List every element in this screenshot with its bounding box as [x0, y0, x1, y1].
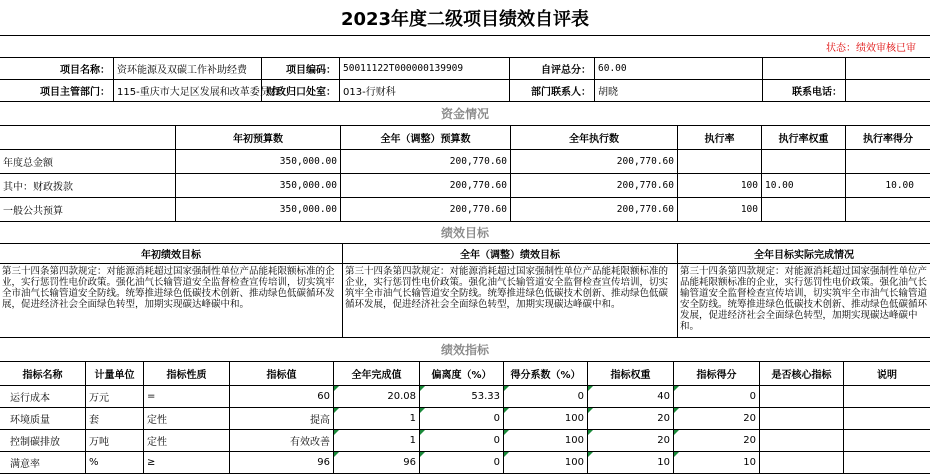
indicator-score[interactable]: 20	[674, 430, 760, 452]
goals-header-row	[0, 244, 930, 264]
indicator-unit[interactable]: 万吨	[86, 430, 144, 452]
contact-label: 部门联系人：	[510, 80, 595, 102]
col-score: 指标得分	[674, 362, 760, 386]
funds-weight[interactable]: 10.00	[762, 174, 846, 198]
indicator-nature[interactable]: 定性	[144, 430, 230, 452]
project-name-value[interactable]: 资环能源及双碳工作补助经费	[114, 58, 262, 80]
indicator-name: 控制碳排放	[0, 430, 86, 452]
score-label: 自评总分：	[510, 58, 595, 80]
indicator-target[interactable]: 96	[230, 452, 334, 474]
funds-row	[0, 198, 930, 222]
col-adjusted-budget: 全年（调整）预算数	[341, 126, 511, 150]
funds-row-label: 年度总金额	[0, 150, 176, 174]
indicator-nature[interactable]: ≥	[144, 452, 230, 474]
indicators-section-title: 绩效指标	[0, 338, 930, 362]
col-executed: 全年执行数	[511, 126, 678, 150]
phone-value[interactable]	[846, 80, 930, 102]
dept-label: 项目主管部门：	[0, 80, 114, 102]
indicator-coef[interactable]: 100	[504, 452, 588, 474]
funds-adjusted[interactable]: 200,770.60	[341, 198, 511, 222]
col-nature: 指标性质	[144, 362, 230, 386]
indicator-score[interactable]: 10	[674, 452, 760, 474]
indicator-name: 运行成本	[0, 386, 86, 408]
funds-row	[0, 150, 930, 174]
col-target: 指标值	[230, 362, 334, 386]
project-name-label: 项目名称：	[0, 58, 114, 80]
info-row-1	[0, 58, 930, 80]
finance-value[interactable]: 013-行财科	[340, 80, 510, 102]
empty-cell	[0, 126, 176, 150]
col-coef: 得分系数（%）	[504, 362, 588, 386]
indicator-core[interactable]	[760, 408, 844, 430]
indicators-header-row	[0, 362, 930, 386]
funds-header-row	[0, 126, 930, 150]
goals-section-row	[0, 222, 930, 244]
indicator-coef[interactable]: 100	[504, 430, 588, 452]
indicator-row	[0, 430, 930, 452]
funds-executed[interactable]: 200,770.60	[511, 150, 678, 174]
col-initial-goal: 年初绩效目标	[0, 244, 343, 264]
funds-rate[interactable]: 100	[678, 174, 762, 198]
goals-text-row	[0, 264, 930, 338]
indicator-nature[interactable]: 定性	[144, 408, 230, 430]
indicator-unit[interactable]: 套	[86, 408, 144, 430]
indicator-actual[interactable]: 1	[334, 408, 420, 430]
indicator-nature[interactable]: =	[144, 386, 230, 408]
col-actual: 全年完成值	[334, 362, 420, 386]
funds-score[interactable]: 10.00	[846, 174, 930, 198]
indicator-row	[0, 408, 930, 430]
actual-completion-text[interactable]: 第三十四条第四款规定：对能源消耗超过国家强制性单位产品能耗限额标准的企业，实行惩罚性电价政策。强化油气长输管道安全监督检查宣传培训，切实筑牢全市油气长输管道安全防线。统筹推进绿色低碳技术创新、推动绿色低碳循环发展，促进经济社会全面绿色转型，加期实现碳达峰碳中和。	[678, 264, 930, 338]
funds-score[interactable]	[846, 150, 930, 174]
indicator-unit[interactable]: %	[86, 452, 144, 474]
funds-section-title: 资金情况	[0, 102, 930, 126]
title-row	[0, 0, 930, 36]
indicator-note[interactable]	[844, 408, 930, 430]
finance-label: 财政归口处室：	[262, 80, 340, 102]
goals-section-title: 绩效目标	[0, 222, 930, 244]
funds-adjusted[interactable]: 200,770.60	[341, 150, 511, 174]
status-text: 状态：绩效审核已审	[0, 36, 930, 58]
funds-executed[interactable]: 200,770.60	[511, 174, 678, 198]
info-row-2	[0, 80, 930, 102]
contact-value[interactable]: 胡晓	[595, 80, 763, 102]
indicator-weight[interactable]: 20	[588, 408, 674, 430]
indicator-actual[interactable]: 1	[334, 430, 420, 452]
empty-cell	[763, 58, 846, 80]
funds-row-label: 其中：财政拨款	[0, 174, 176, 198]
col-weight: 指标权重	[588, 362, 674, 386]
dept-value[interactable]: 115-重庆市大足区发展和改革委员会	[114, 80, 262, 102]
page-title: 2023年度二级项目绩效自评表	[0, 0, 930, 36]
indicator-weight[interactable]: 10	[588, 452, 674, 474]
col-adjusted-goal: 全年（调整）绩效目标	[343, 244, 678, 264]
funds-weight[interactable]	[762, 198, 846, 222]
col-name: 指标名称	[0, 362, 86, 386]
indicator-core[interactable]	[760, 386, 844, 408]
funds-weight[interactable]	[762, 150, 846, 174]
indicator-name: 环境质量	[0, 408, 86, 430]
funds-initial[interactable]: 350,000.00	[176, 174, 341, 198]
col-note: 说明	[844, 362, 930, 386]
adjusted-goal-text[interactable]: 第三十四条第四款规定：对能源消耗超过国家强制性单位产品能耗限额标准的企业，实行惩罚性电价政策。强化油气长输管道安全监督检查宣传培训，切实筑牢全市油气长输管道安全防线。统筹推进绿色低碳技术创新、推动绿色低碳循环发展，促进经济社会全面绿色转型，加期实现碳达峰碳中和。	[343, 264, 678, 338]
indicator-score[interactable]: 0	[674, 386, 760, 408]
indicator-row	[0, 452, 930, 474]
indicator-name: 满意率	[0, 452, 86, 474]
funds-score[interactable]	[846, 198, 930, 222]
indicators-section-row	[0, 338, 930, 362]
col-unit: 计量单位	[86, 362, 144, 386]
indicator-actual[interactable]: 96	[334, 452, 420, 474]
indicator-target[interactable]: 有效改善	[230, 430, 334, 452]
indicator-note[interactable]	[844, 386, 930, 408]
indicator-target[interactable]: 60	[230, 386, 334, 408]
funds-row	[0, 174, 930, 198]
funds-section-row	[0, 102, 930, 126]
indicator-deviation[interactable]: 53.33	[420, 386, 504, 408]
empty-cell	[846, 58, 930, 80]
indicator-coef[interactable]: 100	[504, 408, 588, 430]
col-exec-rate: 执行率	[678, 126, 762, 150]
indicator-coef[interactable]: 0	[504, 386, 588, 408]
phone-label: 联系电话：	[763, 80, 846, 102]
indicator-score[interactable]: 20	[674, 408, 760, 430]
indicator-note[interactable]	[844, 430, 930, 452]
funds-row-label: 一般公共预算	[0, 198, 176, 222]
funds-adjusted[interactable]: 200,770.60	[341, 174, 511, 198]
col-exec-weight: 执行率权重	[762, 126, 846, 150]
col-actual-completion: 全年目标实际完成情况	[678, 244, 930, 264]
indicator-weight[interactable]: 20	[588, 430, 674, 452]
col-deviation: 偏离度（%）	[420, 362, 504, 386]
project-code-label: 项目编码：	[262, 58, 340, 80]
col-core: 是否核心指标	[760, 362, 844, 386]
col-exec-score: 执行率得分	[846, 126, 930, 150]
indicator-target[interactable]: 提高	[230, 408, 334, 430]
indicator-actual[interactable]: 20.08	[334, 386, 420, 408]
indicator-unit[interactable]: 万元	[86, 386, 144, 408]
indicator-deviation[interactable]: 0	[420, 430, 504, 452]
score-value[interactable]: 60.00	[595, 58, 763, 80]
indicator-note[interactable]	[844, 452, 930, 474]
indicator-weight[interactable]: 40	[588, 386, 674, 408]
col-initial-budget: 年初预算数	[176, 126, 341, 150]
status-row	[0, 36, 930, 58]
indicator-deviation[interactable]: 0	[420, 408, 504, 430]
indicator-row	[0, 386, 930, 408]
indicator-core[interactable]	[760, 430, 844, 452]
funds-rate[interactable]: 100	[678, 198, 762, 222]
funds-executed[interactable]: 200,770.60	[511, 198, 678, 222]
project-code-value[interactable]: 50011122T000000139909	[340, 58, 510, 80]
funds-initial[interactable]: 350,000.00	[176, 198, 341, 222]
indicator-core[interactable]	[760, 452, 844, 474]
funds-initial[interactable]: 350,000.00	[176, 150, 341, 174]
initial-goal-text[interactable]: 第三十四条第四款规定：对能源消耗超过国家强制性单位产品能耗限额标准的企业，实行惩罚性电价政策。强化油气长输管道安全监督检查宣传培训，切实筑牢全市油气长输管道安全防线。统筹推进绿色低碳技术创新、推动绿色低碳循环发展，促进经济社会全面绿色转型，加期实现碳达峰碳中和。	[0, 264, 343, 338]
funds-rate[interactable]	[678, 150, 762, 174]
indicator-deviation[interactable]: 0	[420, 452, 504, 474]
